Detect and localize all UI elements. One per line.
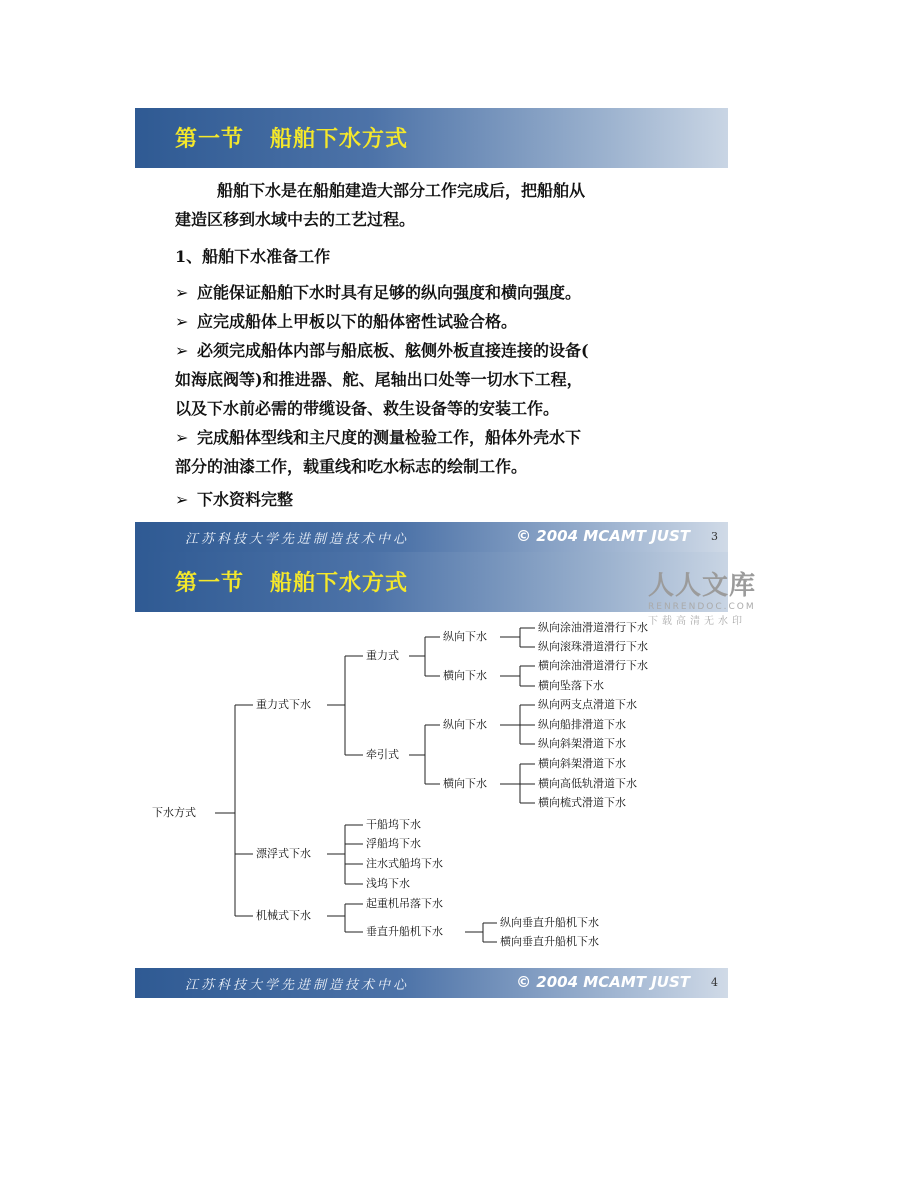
tree-mechanical: 机械式下水 — [256, 909, 311, 922]
slide-3 — [135, 108, 728, 552]
tree-leaf: 纵向斜架滑道下水 — [538, 737, 626, 750]
tree-leaf: 浅坞下水 — [366, 877, 410, 890]
bullet-item: ➢ 应完成船体上甲板以下的船体密性试验合格。 — [175, 312, 518, 331]
footer-institution: 江苏科技大学先进制造技术中心 — [185, 532, 410, 547]
slide-title: 第一节 船舶下水方式 — [175, 571, 408, 596]
tree-leaf: 横向涂油滑道滑行下水 — [538, 659, 648, 672]
bullet-continuation: 部分的油漆工作，载重线和吃水标志的绘制工作。 — [175, 457, 528, 476]
tree-leaf: 纵向滚珠滑道滑行下水 — [538, 640, 648, 653]
arrow-bullet-icon: ➢ — [175, 283, 189, 302]
tree-root: 下水方式 — [152, 806, 196, 819]
tree-leaf: 纵向船排滑道下水 — [538, 718, 626, 731]
footer-bar — [135, 522, 728, 552]
bullet-item: ➢ 下水资料完整 — [175, 490, 294, 509]
tree-leaf: 注水式船坞下水 — [366, 857, 443, 870]
footer-copyright: © 2004 MCAMT JUST — [516, 973, 690, 991]
tree-leaf: 横向梳式滑道下水 — [538, 796, 626, 809]
tree-leaf: 横向斜架滑道下水 — [538, 757, 626, 770]
arrow-bullet-icon: ➢ — [175, 312, 189, 331]
watermark-tagline: 下载高清无水印 — [648, 616, 746, 627]
tree-leaf: 浮船坞下水 — [366, 837, 421, 850]
title-bar — [135, 108, 728, 168]
bullet-continuation: 如海底阀等)和推进器、舵、尾轴出口处等一切水下工程， — [175, 370, 583, 389]
tree-leaf: 纵向垂直升船机下水 — [500, 916, 599, 929]
tree-leaf: 干船坞下水 — [366, 818, 421, 831]
slide-title: 第一节 船舶下水方式 — [175, 127, 408, 152]
bullet-item: ➢ 完成船体型线和主尺度的测量检验工作，船体外壳水下 — [175, 428, 582, 447]
bullet-item: ➢ 应能保证船舶下水时具有足够的纵向强度和横向强度。 — [175, 283, 582, 302]
title-bar — [135, 552, 728, 612]
footer-institution: 江苏科技大学先进制造技术中心 — [185, 978, 410, 993]
tree-leaf: 横向高低轨滑道下水 — [538, 777, 637, 790]
tree-leaf: 横向坠落下水 — [538, 679, 604, 692]
page-number: 3 — [711, 530, 718, 543]
tree-longitudinal: 纵向下水 — [443, 718, 487, 731]
watermark-logo: 人人文库 — [648, 571, 757, 601]
bullet-continuation: 以及下水前必需的带缆设备、救生设备等的安装工作。 — [175, 399, 560, 418]
tree-longitudinal: 纵向下水 — [443, 630, 487, 643]
tree-traction: 牵引式 — [366, 748, 399, 761]
tree-leaf: 起重机吊落下水 — [366, 897, 443, 910]
page-number: 4 — [711, 976, 718, 989]
tree-gravity-type: 重力式 — [366, 649, 399, 662]
slide-4 — [135, 552, 728, 998]
tree-transverse: 横向下水 — [443, 777, 487, 790]
arrow-bullet-icon: ➢ — [175, 341, 189, 360]
intro-line-1: 船舶下水是在船舶建造大部分工作完成后，把船舶从 — [217, 181, 586, 200]
tree-gravity: 重力式下水 — [256, 698, 311, 711]
watermark-domain: RENRENDOC.COM — [648, 602, 756, 612]
footer-bar — [135, 968, 728, 998]
bullet-item: ➢ 必须完成船体内部与船底板、舷侧外板直接连接的设备( — [175, 341, 589, 360]
tree-floating: 漂浮式下水 — [256, 847, 311, 860]
tree-leaf: 横向垂直升船机下水 — [500, 935, 599, 948]
tree-transverse: 横向下水 — [443, 669, 487, 682]
watermark — [648, 565, 756, 627]
intro-line-2: 建造区移到水域中去的工艺过程。 — [175, 210, 416, 229]
arrow-bullet-icon: ➢ — [175, 428, 189, 447]
tree-leaf: 纵向两支点滑道下水 — [538, 698, 637, 711]
tree-lift: 垂直升船机下水 — [366, 925, 443, 938]
section-heading: 1、船舶下水准备工作 — [175, 247, 331, 266]
tree-leaf: 纵向涂油滑道滑行下水 — [538, 621, 648, 634]
footer-copyright: © 2004 MCAMT JUST — [516, 527, 690, 545]
arrow-bullet-icon: ➢ — [175, 490, 189, 509]
